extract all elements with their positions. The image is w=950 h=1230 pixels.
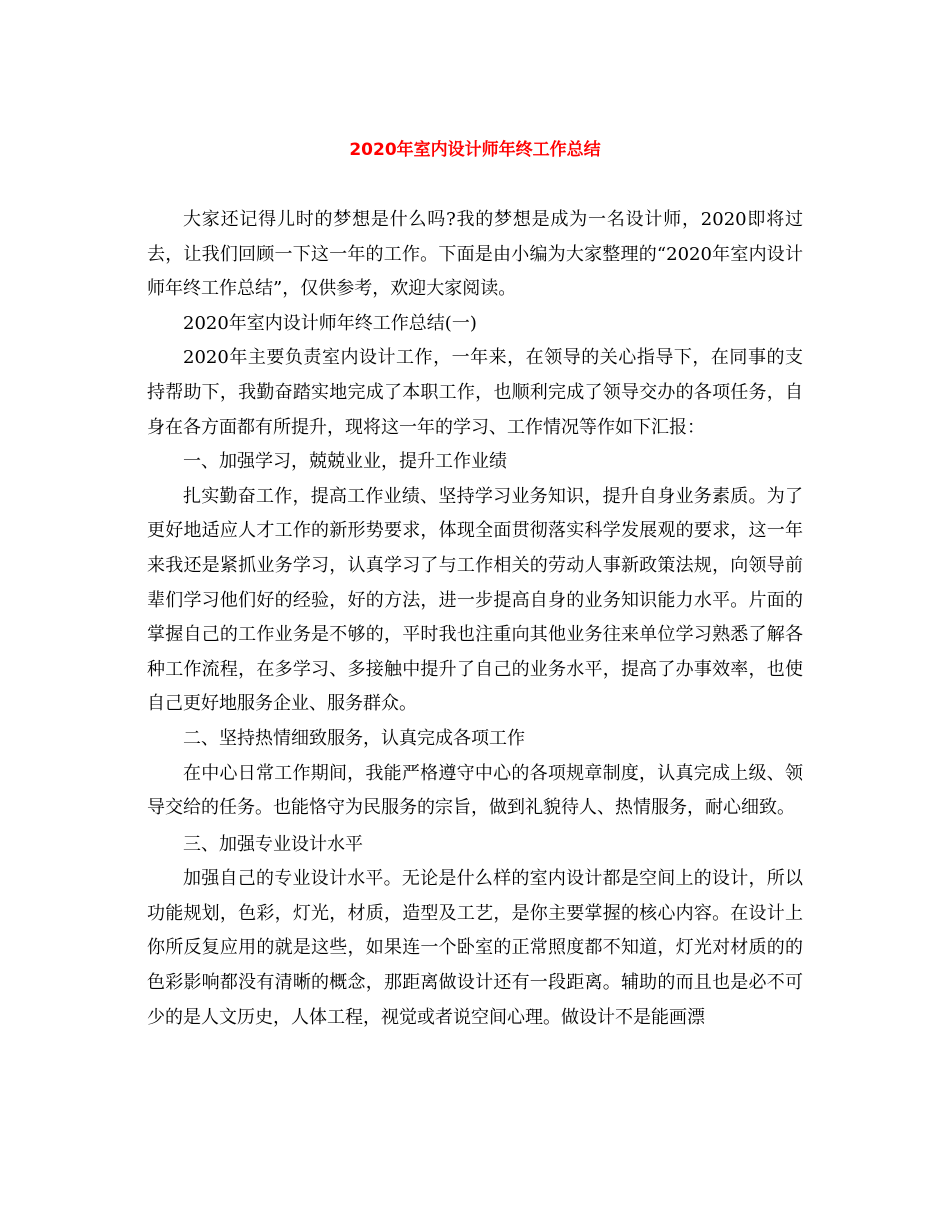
section-heading-service: 二、坚持热情细致服务，认真完成各项工作: [183, 727, 525, 749]
section-heading-study: 一、加强学习，兢兢业业，提升工作业绩: [183, 451, 507, 473]
study-paragraph: 扎实勤奋工作，提高工作业绩、坚持学习业务知识，提升自身业务素质。为了更好地适应人才工作的新形势要求，体现全面贯彻落实科学发展观的要求，这一年来我还是紧抓业务学习，认真学习了与工作相关的劳动人事新政策法规，向领导前辈们学习他们好的经验，好的方法，进一步提高自身的业务知识能力水平。片面的掌握自己的工作业务是不够的，平时我也注重向其他业务往来单位学习熟悉了解各种工作流程，在多学习、多接触中提升了自己的业务水平，提高了办事效率，也使自己更好地服务企业、服务群众。: [147, 485, 803, 715]
section-heading-part-one: 2020年室内设计师年终工作总结(一): [183, 312, 477, 334]
intro-paragraph: 大家还记得儿时的梦想是什么吗?我的梦想是成为一名设计师，2020即将过去，让我们回顾一下这一年的工作。下面是由小编为大家整理的“2020年室内设计师年终工作总结”，仅供参考，欢迎大家阅读。: [147, 209, 803, 300]
document-title: 2020年室内设计师年终工作总结: [349, 140, 601, 160]
overview-paragraph: 2020年主要负责室内设计工作，一年来，在领导的关心指导下，在同事的支持帮助下，我勤奋踏实地完成了本职工作，也顺利完成了领导交办的各项任务，自身在各方面都有所提升，现将这一年的学习、工作情况等作如下汇报：: [147, 347, 803, 438]
design-paragraph: 加强自己的专业设计水平。无论是什么样的室内设计都是空间上的设计，所以功能规划，色彩，灯光，材质，造型及工艺，是你主要掌握的核心内容。在设计上你所反复应用的就是这些，如果连一个卧室的正常照度都不知道，灯光对材质的的色彩影响都没有清晰的概念，那距离做设计还有一段距离。辅助的而且也是必不可少的是人文历史，人体工程，视觉或者说空间心理。做设计不是能画漂: [147, 868, 803, 1028]
document-body: [147, 203, 803, 1035]
service-paragraph: 在中心日常工作期间，我能严格遵守中心的各项规章制度，认真完成上级、领导交给的任务。也能恪守为民服务的宗旨，做到礼貌待人、热情服务，耐心细致。: [147, 762, 803, 819]
section-heading-design: 三、加强专业设计水平: [183, 833, 363, 855]
